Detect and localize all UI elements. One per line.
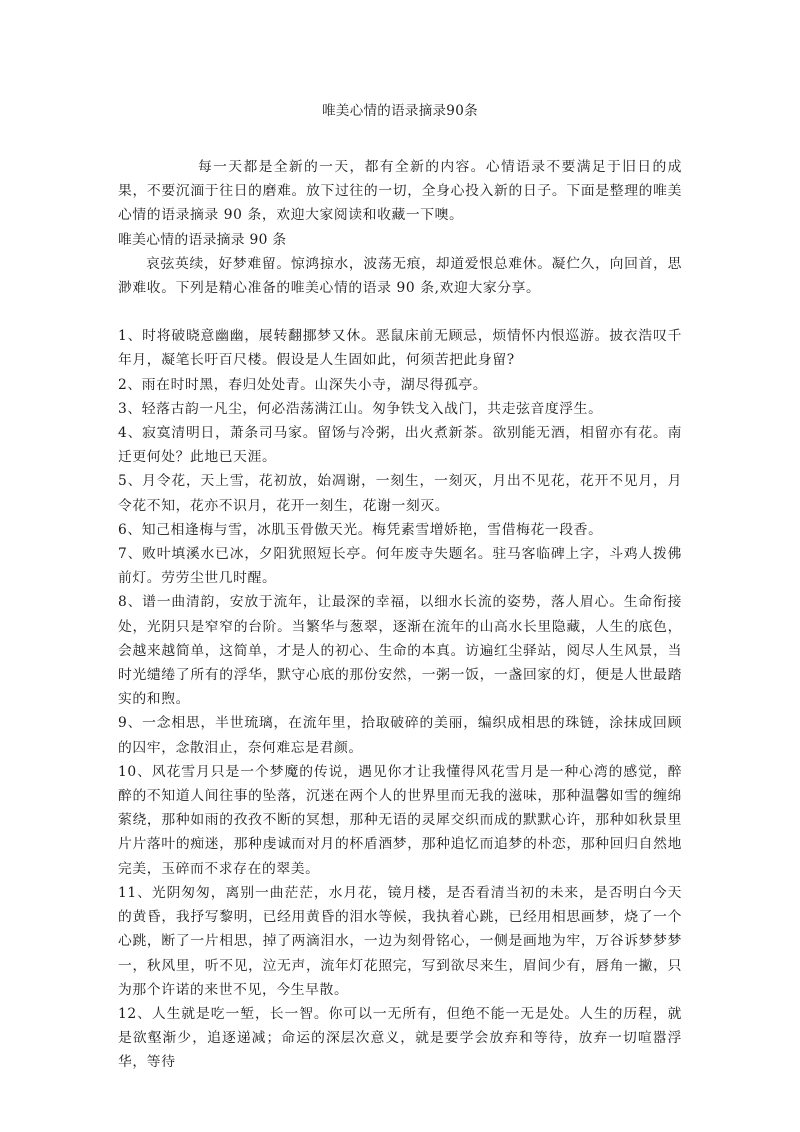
entry-item: 3、轻落古韵一凡尘，何必浩荡满江山。匆争铁戈入战门，共走弦音度浮生。 bbox=[118, 400, 603, 417]
entry-item: 11、光阴匆匆，离别一曲茫茫，水月花，镜月楼，是否看清当初的未来，是否明白今天的黄昏，我抒写黎明，已经用黄昏的泪水等候，我执着心跳，已经用相思画梦，烧了一个心跳，断了一片相思，掉了两滴泪水，一边为刻骨铭心，一侧是画地为牢，万谷诉梦梦梦一，秋风里，听不见，泣无声，流年灯花照完，写到欲尽来生，眉间少有，唇角一撇，只为那个许诺的来世不见，今生早散。 bbox=[118, 884, 682, 998]
lead-paragraph: 哀弦英续，好梦难留。惊鸿掠水，波荡无痕，却道爱恨总难休。凝伫久，向回首，思渺难收。下列是精心准备的唯美心情的语录 90 条,欢迎大家分享。 bbox=[118, 255, 682, 297]
entry-item: 5、月令花，天上雪，花初放，始凋谢，一刻生，一刻灭，月出不见花，花开不见月，月令花不知，花亦不识月，花开一刻生，花谢一刻灭。 bbox=[118, 473, 682, 514]
entry-item: 9、一念相思，半世琉璃，在流年里，拾取破碎的美丽，编织成相思的珠链，涂抹成回顾的囚牢，念散泪止，奈何难忘是君颜。 bbox=[118, 715, 682, 756]
document-title: 唯美心情的语录摘录90条 bbox=[322, 103, 478, 119]
entry-item: 7、败叶填溪水已冰，夕阳犹照短长亭。何年废寺失题名。驻马客临碑上字，斗鸡人拨佛前灯。劳劳尘世几时醒。 bbox=[118, 546, 682, 587]
entry-item: 12、人生就是吃一堑，长一智。你可以一无所有，但绝不能一无是处。人生的历程，就是欲壑渐少，追逐递减；命运的深层次意义，就是要学会放弃和等待，放弃一切喧嚣浮华，等待 bbox=[118, 1005, 682, 1071]
entry-list bbox=[118, 324, 682, 1074]
entry-item: 10、风花雪月只是一个梦魔的传说，遇见你才让我懂得风花雪月是一种心湾的感觉，醉醉的不知道人间往事的坠落，沉迷在两个人的世界里而无我的滋味，那种温馨如雪的缠绵萦绕，那种如雨的孜孜不断的冥想，那种无语的灵犀交织而成的默默心许，那种如秋景里片片落叶的痴迷，那种虔诚而对月的杯盾酒梦，那种追忆而追梦的朴恋，那种回归自然地完美，玉碎而不求存在的翠美。 bbox=[118, 763, 682, 877]
intro-paragraph: 每一天都是全新的一天，都有全新的内容。心情语录不要满足于旧日的成果，不要沉湎于往日的磨难。放下过往的一切，全身心投入新的日子。下面是整理的唯美心情的语录摘录 90 条，欢迎大家阅读和收藏一下噢。 bbox=[118, 159, 682, 224]
entry-item: 1、时将破晓意幽幽，展转翻挪梦又休。恶鼠床前无顾忌，烦情怀内恨巡游。披衣浩叹千年月，凝笔长吁百尺楼。假设是人生固如此，何须苦把此身留? bbox=[118, 328, 682, 369]
paragraph-gap bbox=[118, 300, 682, 324]
section-heading: 唯美心情的语录摘录 90 条 bbox=[118, 231, 287, 248]
entry-item: 4、寂寞清明日，萧条司马家。留饧与冷粥，出火煮新茶。欲别能无酒，相留亦有花。南迁更何处？此地已天涯。 bbox=[118, 425, 682, 466]
entry-item: 2、雨在时时黑，春归处处青。山深失小寺，湖尽得孤亭。 bbox=[118, 376, 488, 393]
entry-item: 8、谱一曲清韵，安放于流年，让最深的幸福，以细水长流的姿势，落人眉心。生命衔接处，光阴只是窄窄的台阶。当繁华与葱翠，逐渐在流年的山高水长里隐藏，人生的底色，会越来越简单，这简单，才是人的初心、生命的本真。访遍红尘驿站，阅尽人生风景，当时光缱绻了所有的浮华，默守心底的那份安然，一粥一饭，一盏回家的灯，便是人世最踏实的和煦。 bbox=[118, 594, 682, 708]
entry-item: 6、知己相逢梅与雪，冰肌玉骨傲天光。梅凭素雪增娇艳，雪借梅花一段香。 bbox=[118, 521, 603, 538]
